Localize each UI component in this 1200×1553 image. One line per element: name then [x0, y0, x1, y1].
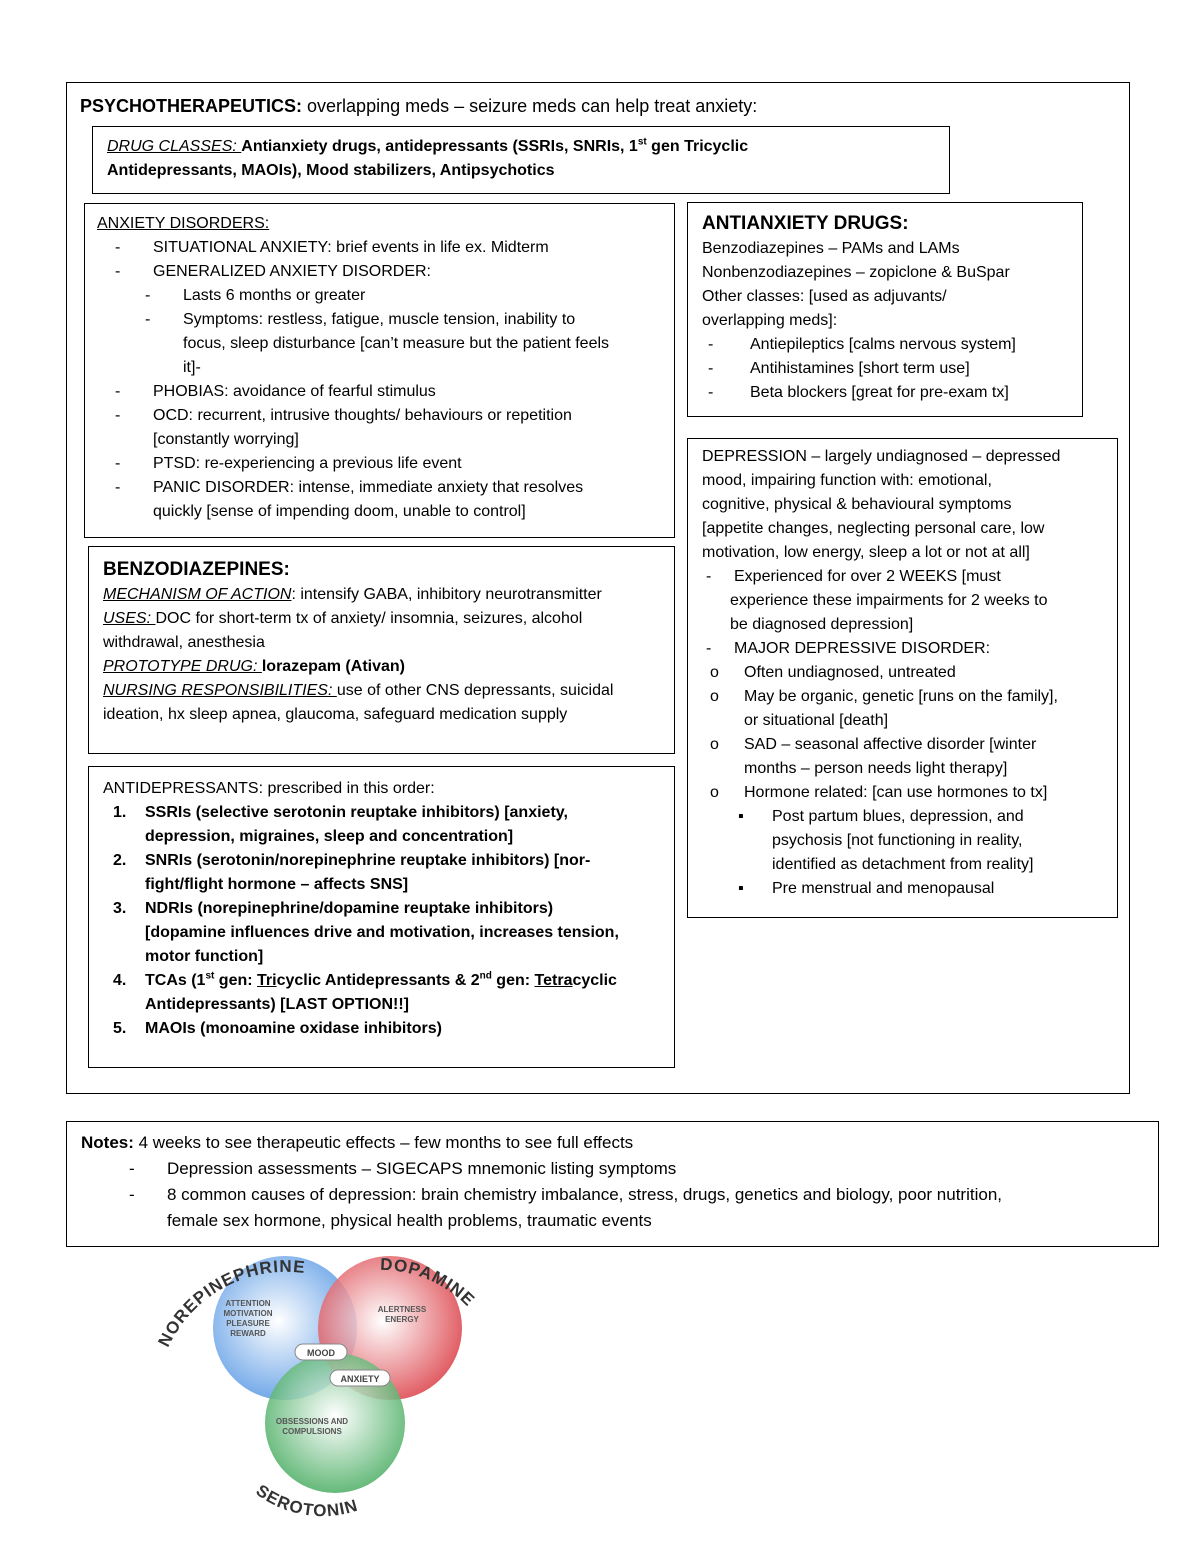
anxiety-heading: ANXIETY DISORDERS: — [97, 215, 270, 232]
depression-bullet — [702, 637, 1103, 661]
dep-o3: SAD – seasonal affective disorder [winter — [744, 736, 1037, 753]
uses-cont: withdrawal, anesthesia — [103, 634, 265, 651]
da-text-1: ALERTNESS — [377, 1305, 427, 1314]
antianx-item-text — [750, 381, 1009, 405]
depression-sub-text — [744, 685, 1058, 709]
antidep-item-number: 4. — [113, 972, 127, 989]
anxiety-item-marker: - — [115, 407, 121, 424]
antianx-heading: ANTIANXIETY DRUGS: — [702, 213, 909, 234]
depression-subsub — [702, 805, 1103, 829]
benzodiazepines-box — [88, 546, 675, 754]
dep-o3-cont: months – person needs light therapy] — [744, 760, 1008, 777]
anxiety-label: ANXIETY — [340, 1374, 380, 1384]
antidep-item-number: 3. — [113, 900, 127, 917]
tca-sup2: nd — [479, 970, 492, 982]
notes-text: 4 weeks to see therapeutic effects – few months to see full effects — [133, 1133, 634, 1152]
prototype-text: lorazepam (Ativan) — [261, 658, 405, 675]
dep-sq2: Pre menstrual and menopausal — [772, 880, 995, 897]
ne-text-4: REWARD — [230, 1329, 266, 1338]
gad-sub-item-marker: - — [145, 287, 151, 304]
anxiety-item — [97, 236, 662, 260]
anxiety-item — [97, 404, 662, 428]
nursing-cont: ideation, hx sleep apnea, glaucoma, safeguard medication supply — [103, 706, 568, 723]
dopamine-label: DOPAMINE — [379, 1254, 479, 1311]
anxiety-item-marker: - — [115, 479, 121, 496]
anxiety-item-label: PTSD: — [153, 455, 201, 472]
gad-sub-text: Lasts 6 months or greater — [183, 287, 366, 304]
depression-intro-line: motivation, low energy, sleep a lot or not at all] — [702, 544, 1030, 561]
depression-sub — [702, 685, 1103, 709]
antidep-item — [103, 801, 660, 825]
moa-text: : intensify GABA, inhibitory neurotransmitter — [291, 586, 602, 603]
antidep-item-l1: SNRIs (serotonin/norepinephrine reuptake inhibitors) [nor- — [145, 852, 591, 869]
neurotransmitter-venn-diagram — [140, 1248, 500, 1548]
depression-bullet-text — [734, 637, 990, 661]
nursing-label: NURSING RESPONSIBILITIES: — [103, 682, 337, 699]
dep-o2-cont: or situational [death] — [744, 712, 889, 729]
antidep-item — [103, 897, 660, 921]
antianx-line4: overlapping meds]: — [702, 312, 838, 329]
depression-intro-line: mood, impairing function with: emotional, — [702, 472, 992, 489]
title-label: PSYCHOTHERAPEUTICS: — [80, 96, 303, 116]
gad-sub-item-text — [183, 284, 365, 308]
anxiety-item-text — [153, 452, 462, 476]
antidep-heading: ANTIDEPRESSANTS: prescribed in this order: — [103, 780, 435, 797]
depression-subsub-text — [772, 877, 994, 901]
gad-sub-cont: it]- — [183, 359, 201, 376]
anxiety-item-desc: re-experiencing a previous life event — [200, 455, 462, 472]
depression-sub-text — [744, 733, 1036, 757]
ne-text-2: MOTIVATION — [223, 1309, 273, 1318]
title-text: overlapping meds – seizure meds can help treat anxiety: — [302, 96, 758, 116]
depression-sub-marker: o — [710, 688, 719, 705]
antianx-item-text: Beta blockers [great for pre-exam tx] — [750, 384, 1009, 401]
depression-bullet-marker: - — [706, 640, 712, 657]
se-text-1: OBSESSIONS AND — [275, 1417, 349, 1426]
antianx-item-text: Antiepileptics [calms nervous system] — [750, 336, 1016, 353]
anxiety-item-label: GENERALIZED ANXIETY DISORDER: — [153, 263, 431, 280]
dep-o1: Often undiagnosed, untreated — [744, 664, 956, 681]
ne-text-3: PLEASURE — [226, 1319, 270, 1328]
notes-bullet-2-cont: female sex hormone, physical health problems, traumatic events — [167, 1211, 652, 1230]
anxiety-item-label: PHOBIAS: — [153, 383, 229, 400]
anxiety-item-text — [153, 404, 572, 428]
antidep-item-l1: MAOIs (monoamine oxidase inhibitors) — [145, 1020, 442, 1037]
antianx-item — [702, 333, 1068, 357]
prototype-label: PROTOTYPE DRUG: — [103, 658, 262, 675]
antidep-item-cont: [dopamine influences drive and motivation, increases tension, — [145, 924, 619, 941]
depression-sub-text — [744, 781, 1047, 805]
anxiety-item-label: SITUATIONAL ANXIETY: — [153, 239, 332, 256]
anxiety-item — [97, 380, 662, 404]
anxiety-item-marker: - — [115, 455, 121, 472]
antianx-line2: Nonbenzodiazepines – zopiclone & BuSpar — [702, 264, 1010, 281]
anxiety-item-desc: recurrent, intrusive thoughts/ behaviours or repetition — [193, 407, 572, 424]
anxiety-item-cont: quickly [sense of impending doom, unable to control] — [153, 503, 526, 520]
drug-classes-sup: st — [637, 136, 647, 148]
antidep-item-l1: NDRIs (norepinephrine/dopamine reuptake inhibitors) — [145, 900, 554, 917]
antidep-list — [103, 801, 660, 1041]
antidep-item — [103, 849, 660, 873]
depression-subsub-marker: ▪ — [738, 808, 744, 825]
dep-exp-cont: be diagnosed depression] — [730, 616, 914, 633]
anxiety-item-text — [153, 380, 436, 404]
antianx-item-marker: - — [708, 384, 714, 401]
benzo-heading: BENZODIAZEPINES: — [103, 559, 290, 580]
anxiety-item-desc: brief events in life ex. Midterm — [331, 239, 549, 256]
anxiety-item-label: OCD: — [153, 407, 193, 424]
depression-bullet — [702, 565, 1103, 589]
antianx-item-marker: - — [708, 360, 714, 377]
antidep-item-cont: depression, migraines, sleep and concentration] — [145, 828, 514, 845]
depression-sub-marker: o — [710, 664, 719, 681]
mood-label: MOOD — [307, 1348, 335, 1358]
anxiety-item-text — [153, 260, 431, 284]
moa-label: MECHANISM OF ACTION — [103, 586, 292, 603]
nursing-text: use of other CNS depressants, suicidal — [336, 682, 614, 699]
gad-sub-text: Symptoms: restless, fatigue, muscle tension, inability to — [183, 311, 576, 328]
depression-subsub-text — [772, 805, 1024, 829]
uses-label: USES: — [103, 610, 156, 627]
drug-classes-line1 — [107, 135, 935, 159]
dep-sq1-cont: identified as detachment from reality] — [772, 856, 1034, 873]
antianx-item-text: Antihistamines [short term use] — [750, 360, 970, 377]
page-title — [80, 94, 757, 118]
tca-tri: Tri — [257, 972, 277, 989]
gad-sub-item — [97, 308, 662, 332]
gad-sub-item — [97, 284, 662, 308]
gad-sub-item-marker: - — [145, 311, 151, 328]
depression-intro-line: [appetite changes, neglecting personal care, low — [702, 520, 1045, 537]
antianx-item — [702, 357, 1068, 381]
antidep-item-cont: motor function] — [145, 948, 264, 965]
anxiety-item-text — [153, 476, 583, 500]
antianx-item-text — [750, 357, 970, 381]
anxiety-item — [97, 260, 662, 284]
drug-classes-line2: Antidepressants, MAOIs), Mood stabilizers, Antipsychotics — [107, 162, 555, 179]
tca-text — [145, 969, 617, 993]
dep-exp-cont: experience these impairments for 2 weeks to — [730, 592, 1048, 609]
notes-label: Notes: — [81, 1133, 134, 1152]
depression-sub-text — [744, 661, 956, 685]
depression-bullet-text — [734, 565, 1001, 589]
antianx-item — [702, 381, 1068, 405]
dep-sq1-cont: psychosis [not functioning in reality, — [772, 832, 1023, 849]
depression-intro-line: DEPRESSION – largely undiagnosed – depressed — [702, 448, 1061, 465]
anxiety-item-marker: - — [115, 383, 121, 400]
dep-sq1: Post partum blues, depression, and — [772, 808, 1024, 825]
notes-bullet-2: 8 common causes of depression: brain chemistry imbalance, stress, drugs, genetics and biology, poor nutrition, — [167, 1185, 1002, 1204]
antidep-item-number: 2. — [113, 852, 127, 869]
depression-subsub-marker: ▪ — [738, 880, 744, 897]
antianx-item-text — [750, 333, 1016, 357]
anxiety-item-marker: - — [115, 263, 121, 280]
depression-sub — [702, 781, 1103, 805]
depression-sub — [702, 733, 1103, 757]
anxiety-disorders-box — [84, 203, 675, 538]
dep-o4: Hormone related: [can use hormones to tx] — [744, 784, 1048, 801]
depression-sub — [702, 661, 1103, 685]
gad-sub-item-text — [183, 308, 575, 332]
depression-intro-line: cognitive, physical & behavioural symptoms — [702, 496, 1012, 513]
antidep-item-number: 5. — [113, 1020, 127, 1037]
tca-sup1: st — [205, 970, 215, 982]
depression-sub-marker: o — [710, 784, 719, 801]
se-text-2: COMPULSIONS — [282, 1427, 342, 1436]
antianxiety-box — [687, 202, 1083, 417]
tca-b: gen: — [214, 972, 258, 989]
gad-sub-cont: focus, sleep disturbance [can’t measure but the patient feels — [183, 335, 610, 352]
tca-a: TCAs (1 — [145, 972, 206, 989]
anxiety-item-text — [153, 236, 549, 260]
antidep-item-tca — [103, 969, 660, 993]
anxiety-item-desc: intense, immediate anxiety that resolves — [294, 479, 584, 496]
tca-cont: Antidepressants) [LAST OPTION!!] — [145, 996, 410, 1013]
antianx-line3: Other classes: [used as adjuvants/ — [702, 288, 947, 305]
tca-c: cyclic Antidepressants & 2 — [276, 972, 480, 989]
antidep-item — [103, 1017, 660, 1041]
antidep-item-l1: SSRIs (selective serotonin reuptake inhibitors) [anxiety, — [145, 804, 568, 821]
uses-text: DOC for short-term tx of anxiety/ insomnia, seizures, alcohol — [155, 610, 583, 627]
da-text-2: ENERGY — [385, 1315, 419, 1324]
anxiety-item-marker: - — [115, 239, 121, 256]
antianx-item-marker: - — [708, 336, 714, 353]
depression-body — [702, 445, 1103, 901]
ne-text-1: ATTENTION — [225, 1299, 271, 1308]
antidep-item-number: 1. — [113, 804, 127, 821]
tca-e: cyclic — [572, 972, 617, 989]
antianx-list — [702, 333, 1068, 405]
anxiety-item-cont: [constantly worrying] — [153, 431, 299, 448]
dep-o2: May be organic, genetic [runs on the family], — [744, 688, 1058, 705]
tca-d: gen: — [491, 972, 535, 989]
drug-classes-text-b: gen Tricyclic — [646, 138, 749, 155]
drug-classes-label: DRUG CLASSES: — [107, 138, 242, 155]
dep-mdd-text: MAJOR DEPRESSIVE DISORDER: — [734, 640, 991, 657]
depression-subsub — [702, 877, 1103, 901]
anxiety-item — [97, 452, 662, 476]
drug-classes-box — [92, 126, 950, 194]
notes-bullet-1: Depression assessments – SIGECAPS mnemonic listing symptoms — [167, 1159, 677, 1178]
dep-exp-text: Experienced for over 2 WEEKS [must — [734, 568, 1001, 585]
depression-bullet-marker: - — [706, 568, 712, 585]
antidep-item-cont: fight/flight hormone – affects SNS] — [145, 876, 409, 893]
anxiety-item — [97, 476, 662, 500]
antianx-line1: Benzodiazepines – PAMs and LAMs — [702, 240, 960, 257]
notes-box: Notes: 4 weeks to see therapeutic effects – few months to see full effects - Depression assessments – SIGECAPS mnemonic listing symptoms - 8 common causes of depression: brain chemistry imbalance, stress, drugs, genetics and biology, poor nutrition, female sex hormone, physical health problems, traumatic events — [66, 1121, 1159, 1247]
anxiety-item-desc: avoidance of fearful stimulus — [228, 383, 436, 400]
depression-sub-marker: o — [710, 736, 719, 753]
tca-tetra: Tetra — [534, 972, 573, 989]
depression-box — [687, 438, 1118, 918]
norepinephrine-label: NOREPINEPHRINE — [154, 1256, 307, 1350]
drug-classes-text: Antianxiety drugs, antidepressants (SSRIs, SNRIs, 1 — [241, 138, 638, 155]
anxiety-list — [97, 236, 662, 524]
serotonin-label: SEROTONIN — [252, 1480, 361, 1521]
anxiety-item-label: PANIC DISORDER: — [153, 479, 295, 496]
antidepressants-box — [88, 766, 675, 1068]
